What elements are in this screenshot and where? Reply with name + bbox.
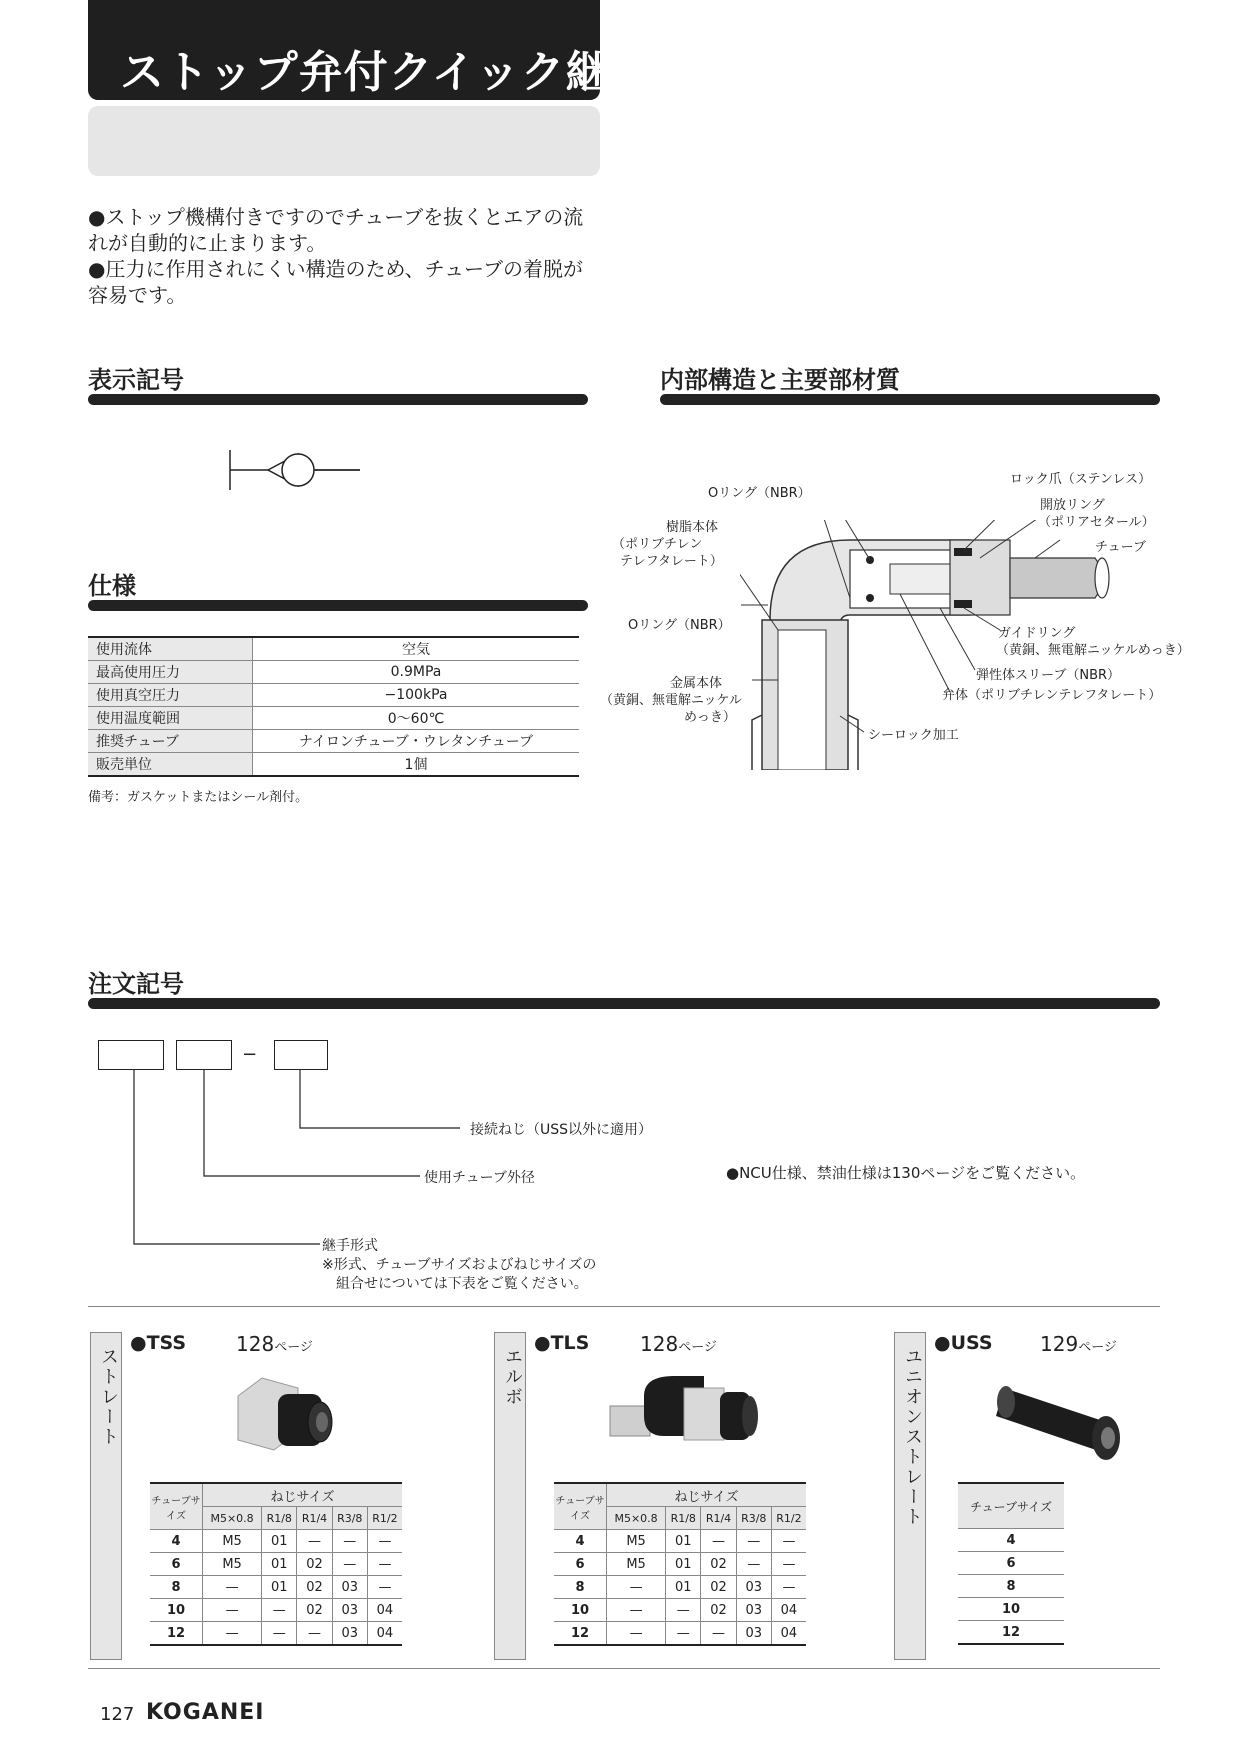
cell: — bbox=[262, 1599, 297, 1622]
page-suffix: ページ bbox=[678, 1340, 717, 1355]
spec-row bbox=[88, 730, 579, 753]
label-elastic-sleeve: 弾性体スリーブ（NBR） bbox=[976, 668, 1121, 683]
spec-value: ナイロンチューブ・ウレタンチューブ bbox=[253, 730, 580, 753]
cell: — bbox=[203, 1622, 262, 1646]
order-leader-lines bbox=[120, 1070, 480, 1250]
category-tab-elbow bbox=[494, 1332, 526, 1660]
cell: — bbox=[666, 1599, 701, 1622]
col-header: M5×0.8 bbox=[607, 1507, 666, 1530]
col-header: R1/2 bbox=[367, 1507, 402, 1530]
feature-2: ●圧力に作用されにくい構造のため、チューブの着脱が容易です。 bbox=[88, 257, 584, 307]
table-row bbox=[554, 1530, 806, 1553]
cell: — bbox=[332, 1530, 367, 1553]
page-title: ストップ弁付クイック継手 bbox=[120, 47, 656, 98]
section-bar-symbol bbox=[88, 394, 588, 405]
table-row bbox=[150, 1576, 402, 1599]
spec-key: 使用流体 bbox=[88, 637, 253, 661]
cell: 6 bbox=[150, 1553, 203, 1576]
uss-product-image bbox=[996, 1366, 1136, 1466]
spec-table bbox=[88, 636, 579, 777]
cell: 04 bbox=[771, 1599, 806, 1622]
cell: — bbox=[607, 1576, 666, 1599]
cell: 03 bbox=[332, 1599, 367, 1622]
section-bar-structure bbox=[660, 394, 1160, 405]
cell: 8 bbox=[150, 1576, 203, 1599]
category-label: エルボ bbox=[502, 1347, 523, 1407]
order-code-box-thread bbox=[274, 1040, 328, 1070]
spec-row bbox=[88, 707, 579, 730]
divider-top bbox=[88, 1306, 1160, 1307]
cell: 4 bbox=[958, 1529, 1064, 1552]
tls-product-image bbox=[604, 1366, 764, 1466]
cell: — bbox=[367, 1576, 402, 1599]
cell: — bbox=[607, 1599, 666, 1622]
order-type-label: 継手形式 bbox=[322, 1238, 378, 1254]
cell: 04 bbox=[367, 1599, 402, 1622]
product-name: ●TLS bbox=[534, 1332, 590, 1354]
label-metal-body-3: めっき） bbox=[684, 710, 736, 725]
order-tube-od-label: 使用チューブ外径 bbox=[424, 1170, 535, 1186]
label-release-ring-2: （ポリアセタール） bbox=[1038, 515, 1155, 530]
col-header: R1/4 bbox=[297, 1507, 332, 1530]
cell: M5 bbox=[203, 1553, 262, 1576]
table-row bbox=[958, 1621, 1064, 1645]
col-header: R3/8 bbox=[332, 1507, 367, 1530]
page-number: 128 bbox=[236, 1332, 275, 1356]
cell: — bbox=[297, 1530, 332, 1553]
cell: — bbox=[332, 1553, 367, 1576]
cell: 6 bbox=[958, 1552, 1064, 1575]
tls-size-table bbox=[554, 1482, 806, 1646]
spec-value: −100kPa bbox=[253, 684, 580, 707]
table-row bbox=[958, 1552, 1064, 1575]
cell: M5 bbox=[607, 1530, 666, 1553]
table-row bbox=[958, 1575, 1064, 1598]
cell: 01 bbox=[262, 1530, 297, 1553]
cell: — bbox=[607, 1622, 666, 1646]
table-row bbox=[150, 1530, 402, 1553]
label-lock-claw: ロック爪（ステンレス） bbox=[1010, 472, 1152, 487]
label-seal-lock: シーロック加工 bbox=[868, 728, 959, 743]
cell: — bbox=[203, 1599, 262, 1622]
cell: 4 bbox=[554, 1530, 607, 1553]
tube-size-header: チューブサイズ bbox=[554, 1483, 607, 1530]
order-code-box-type bbox=[98, 1040, 164, 1070]
cell: 03 bbox=[736, 1599, 771, 1622]
cell: M5 bbox=[607, 1553, 666, 1576]
cell: 12 bbox=[150, 1622, 203, 1646]
label-resin-body-2: （ポリブチレン bbox=[612, 537, 703, 552]
col-header: R1/8 bbox=[666, 1507, 701, 1530]
thread-size-header: ねじサイズ bbox=[203, 1483, 403, 1507]
tube-size-header: チューブサイズ bbox=[958, 1483, 1064, 1529]
col-header: R1/8 bbox=[262, 1507, 297, 1530]
cell: — bbox=[297, 1622, 332, 1646]
cell: — bbox=[701, 1530, 736, 1553]
cell: — bbox=[367, 1530, 402, 1553]
check-valve-symbol bbox=[220, 440, 370, 500]
cell: 02 bbox=[701, 1576, 736, 1599]
label-metal-body-2: （黄銅、無電解ニッケル bbox=[600, 693, 742, 708]
cell: — bbox=[666, 1622, 701, 1646]
cell: 02 bbox=[701, 1599, 736, 1622]
section-bar-spec bbox=[88, 600, 588, 611]
section-title-spec: 仕様 bbox=[88, 572, 136, 600]
cell: — bbox=[203, 1576, 262, 1599]
table-row bbox=[150, 1599, 402, 1622]
table-row bbox=[958, 1598, 1064, 1621]
category-tab-union-straight bbox=[894, 1332, 926, 1660]
product-name: ●TSS bbox=[130, 1332, 187, 1354]
cell: 01 bbox=[666, 1530, 701, 1553]
cell: — bbox=[701, 1622, 736, 1646]
tss-product-image bbox=[228, 1366, 338, 1466]
spec-value: 0〜60℃ bbox=[253, 707, 580, 730]
footer-page-number: 127 bbox=[100, 1704, 135, 1725]
product-name: ●USS bbox=[934, 1332, 993, 1354]
cell: 10 bbox=[554, 1599, 607, 1622]
category-label: ストレート bbox=[98, 1347, 119, 1447]
uss-size-table bbox=[958, 1482, 1064, 1645]
tube-size-header: チューブサイズ bbox=[150, 1483, 203, 1530]
spec-key: 最高使用圧力 bbox=[88, 661, 253, 684]
col-header: R3/8 bbox=[736, 1507, 771, 1530]
cell: — bbox=[771, 1553, 806, 1576]
spec-value: 空気 bbox=[253, 637, 580, 661]
product-page-ref[interactable] bbox=[640, 1332, 717, 1356]
cell: 03 bbox=[736, 1622, 771, 1646]
section-title-symbol: 表示記号 bbox=[88, 366, 184, 394]
cell: — bbox=[771, 1530, 806, 1553]
label-valve-body: 弁体（ポリブチレンテレフタレート） bbox=[942, 688, 1162, 703]
tss-size-table bbox=[150, 1482, 402, 1646]
cell: 04 bbox=[367, 1622, 402, 1646]
cell: 10 bbox=[150, 1599, 203, 1622]
table-row bbox=[554, 1553, 806, 1576]
label-oring-1: Oリング（NBR） bbox=[708, 486, 811, 501]
col-header: R1/4 bbox=[701, 1507, 736, 1530]
col-header: M5×0.8 bbox=[203, 1507, 262, 1530]
page-number: 129 bbox=[1040, 1332, 1079, 1356]
cell: 01 bbox=[262, 1576, 297, 1599]
product-page-ref[interactable] bbox=[236, 1332, 313, 1356]
order-code-box-tube bbox=[176, 1040, 232, 1070]
spec-value: 0.9MPa bbox=[253, 661, 580, 684]
table-row bbox=[150, 1622, 402, 1646]
cell: 4 bbox=[150, 1530, 203, 1553]
spec-row bbox=[88, 661, 579, 684]
spec-key: 推奨チューブ bbox=[88, 730, 253, 753]
order-dash: − bbox=[242, 1044, 258, 1065]
product-page-ref[interactable] bbox=[1040, 1332, 1117, 1356]
page-number: 128 bbox=[640, 1332, 679, 1356]
page-suffix: ページ bbox=[274, 1340, 313, 1355]
cell: 02 bbox=[297, 1553, 332, 1576]
category-label: ユニオンストレート bbox=[902, 1347, 923, 1527]
category-tab-straight bbox=[90, 1332, 122, 1660]
table-row bbox=[554, 1599, 806, 1622]
order-type-note-2: 組合せについては下表をご覧ください。 bbox=[336, 1276, 588, 1292]
cell: — bbox=[262, 1622, 297, 1646]
page-suffix: ページ bbox=[1078, 1340, 1117, 1355]
cell: 10 bbox=[958, 1598, 1064, 1621]
cell: 03 bbox=[332, 1576, 367, 1599]
cell: 12 bbox=[958, 1621, 1064, 1645]
cell: 8 bbox=[554, 1576, 607, 1599]
section-bar-order bbox=[88, 998, 1160, 1009]
table-row bbox=[150, 1553, 402, 1576]
section-title-structure: 内部構造と主要部材質 bbox=[660, 366, 900, 394]
cell: 04 bbox=[771, 1622, 806, 1646]
spec-note: 備考：ガスケットまたはシール剤付。 bbox=[88, 790, 309, 805]
cell: — bbox=[367, 1553, 402, 1576]
table-row bbox=[958, 1529, 1064, 1552]
label-release-ring: 開放リング bbox=[1040, 498, 1105, 513]
spec-row bbox=[88, 753, 579, 777]
table-row bbox=[554, 1622, 806, 1646]
cell: — bbox=[771, 1576, 806, 1599]
brand-logo: KOGANEI bbox=[146, 1700, 265, 1725]
label-guide-ring-2: （黄銅、無電解ニッケルめっき） bbox=[996, 643, 1190, 658]
spec-key: 販売単位 bbox=[88, 753, 253, 777]
cell: 01 bbox=[262, 1553, 297, 1576]
label-oring-2: Oリング（NBR） bbox=[628, 618, 731, 633]
feature-1: ●ストップ機構付きですのでチューブを抜くとエアの流れが自動的に止まります。 bbox=[88, 205, 584, 255]
spec-row bbox=[88, 637, 579, 661]
spec-row bbox=[88, 684, 579, 707]
spec-value: 1個 bbox=[253, 753, 580, 777]
ncu-note: ●NCU仕様、禁油仕様は130ページをご覧ください。 bbox=[726, 1164, 1086, 1182]
cell: 12 bbox=[554, 1622, 607, 1646]
cell: 6 bbox=[554, 1553, 607, 1576]
section-title-order: 注文記号 bbox=[88, 970, 184, 998]
divider-bottom bbox=[88, 1668, 1160, 1669]
title-subpanel bbox=[88, 106, 600, 176]
cell: 02 bbox=[701, 1553, 736, 1576]
thread-size-header: ねじサイズ bbox=[607, 1483, 807, 1507]
cell: — bbox=[736, 1553, 771, 1576]
order-type-note-1: ※形式、チューブサイズおよびねじサイズの bbox=[322, 1257, 597, 1273]
cell: 03 bbox=[736, 1576, 771, 1599]
order-thread-label: 接続ねじ（USS以外に適用） bbox=[470, 1122, 653, 1138]
table-row bbox=[554, 1576, 806, 1599]
cell: M5 bbox=[203, 1530, 262, 1553]
spec-key: 使用真空圧力 bbox=[88, 684, 253, 707]
label-resin-body-3: テレフタレート） bbox=[620, 554, 723, 569]
cell: 02 bbox=[297, 1576, 332, 1599]
label-metal-body: 金属本体 bbox=[670, 676, 723, 691]
col-header: R1/2 bbox=[771, 1507, 806, 1530]
label-resin-body: 樹脂本体 bbox=[666, 520, 719, 535]
cell: 01 bbox=[666, 1576, 701, 1599]
cell: 8 bbox=[958, 1575, 1064, 1598]
label-guide-ring: ガイドリング bbox=[998, 626, 1076, 641]
spec-key: 使用温度範囲 bbox=[88, 707, 253, 730]
cell: — bbox=[736, 1530, 771, 1553]
cell: 03 bbox=[332, 1622, 367, 1646]
cell: 02 bbox=[297, 1599, 332, 1622]
label-tube: チューブ bbox=[1095, 540, 1146, 555]
cell: 01 bbox=[666, 1553, 701, 1576]
